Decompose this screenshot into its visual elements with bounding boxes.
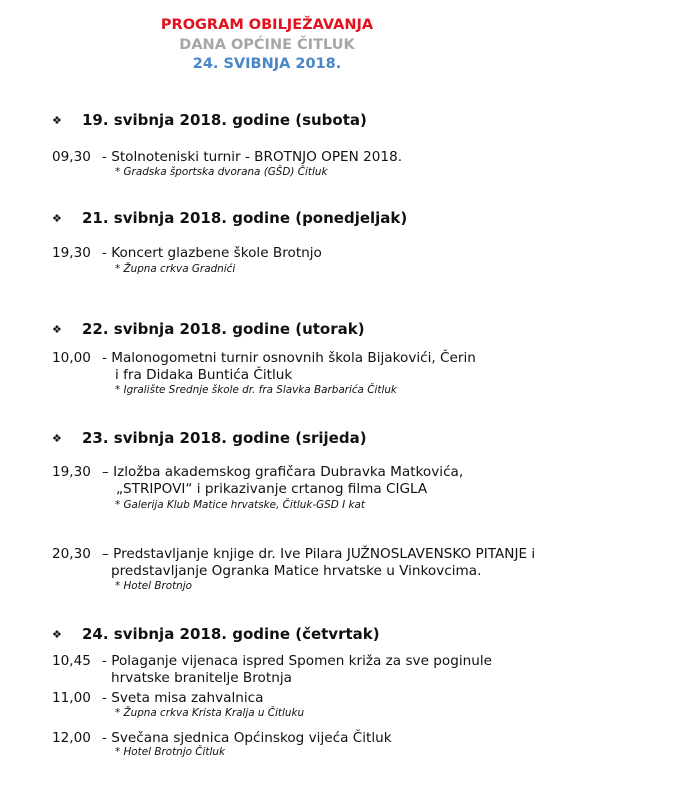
event-location: * Župna crkva Krista Kralja u Čitluku [115, 707, 305, 719]
day-heading-text: 19. svibnja 2018. godine (subota) [82, 111, 367, 129]
event-time: 11,00 [52, 690, 91, 706]
event-text-continuation: predstavljanje Ogranka Matice hrvatske u Vinkovcima. [111, 563, 482, 579]
diamond-bullet-icon: ❖ [52, 114, 62, 127]
event-text: - Polaganje vijenaca ispred Spomen križa za sve poginule [102, 653, 492, 669]
event-item [52, 546, 535, 562]
header-subtitle: DANA OPĆINE ČITLUK [179, 37, 355, 53]
event-text-continuation: „STRIPOVI“ i prikazivanje crtanog filma CIGLA [116, 481, 428, 497]
event-text: - Svečana sjednica Općinskog vijeća Čitluk [102, 730, 392, 746]
event-time: 19,30 [52, 245, 91, 261]
diamond-bullet-icon: ❖ [52, 628, 62, 641]
event-item [52, 245, 322, 261]
day-heading [52, 625, 380, 643]
event-item [52, 350, 476, 366]
header-date: 24. SVIBNJA 2018. [192, 56, 342, 72]
event-item [52, 690, 263, 706]
event-text: – Izložba akademskog grafičara Dubravka Matkovića, [102, 464, 464, 480]
event-text: - Stolnoteniski turnir - BROTNJO OPEN 2018. [102, 149, 403, 165]
event-time: 19,30 [52, 464, 91, 480]
event-location: * Hotel Brotnjo [115, 580, 192, 592]
day-heading [52, 209, 407, 227]
event-time: 20,30 [52, 546, 91, 562]
event-item [52, 149, 402, 165]
event-location: * Župna crkva Gradnići [115, 263, 236, 275]
event-time: 09,30 [52, 149, 91, 165]
event-time: 12,00 [52, 730, 91, 746]
event-time: 10,45 [52, 653, 91, 669]
event-location: * Gradska športska dvorana (GŠD) Čitluk [115, 166, 328, 178]
diamond-bullet-icon: ❖ [52, 432, 62, 445]
day-heading-text: 22. svibnja 2018. godine (utorak) [82, 320, 365, 338]
event-text: – Predstavljanje knjige dr. Ive Pilara JUŽNOSLAVENSKO PITANJE i [102, 546, 536, 562]
day-heading-text: 24. svibnja 2018. godine (četvrtak) [82, 625, 380, 643]
header-title: PROGRAM OBILJEŽAVANJA [160, 17, 374, 33]
day-heading-text: 23. svibnja 2018. godine (srijeda) [82, 429, 367, 447]
diamond-bullet-icon: ❖ [52, 323, 62, 336]
event-text: - Sveta misa zahvalnica [102, 690, 264, 706]
event-text-continuation: i fra Didaka Buntića Čitluk [115, 367, 293, 383]
event-location: * Galerija Klub Matice hrvatske, Čitluk-GSD I kat [115, 499, 365, 511]
event-text: - Malonogometni turnir osnovnih škola Bijakovići, Čerin [102, 350, 476, 366]
diamond-bullet-icon: ❖ [52, 212, 62, 225]
event-item [52, 653, 492, 669]
event-item [52, 730, 392, 746]
event-text-continuation: hrvatske branitelje Brotnja [111, 670, 292, 686]
event-item [52, 464, 463, 480]
day-heading [52, 429, 367, 447]
day-heading-text: 21. svibnja 2018. godine (ponedjeljak) [82, 209, 408, 227]
event-time: 10,00 [52, 350, 91, 366]
day-heading [52, 111, 367, 129]
event-text: - Koncert glazbene škole Brotnjo [102, 245, 322, 261]
day-heading [52, 320, 365, 338]
event-location: * Igralište Srednje škole dr. fra Slavka Barbarića Čitluk [115, 384, 397, 396]
event-location: * Hotel Brotnjo Čitluk [115, 746, 225, 758]
